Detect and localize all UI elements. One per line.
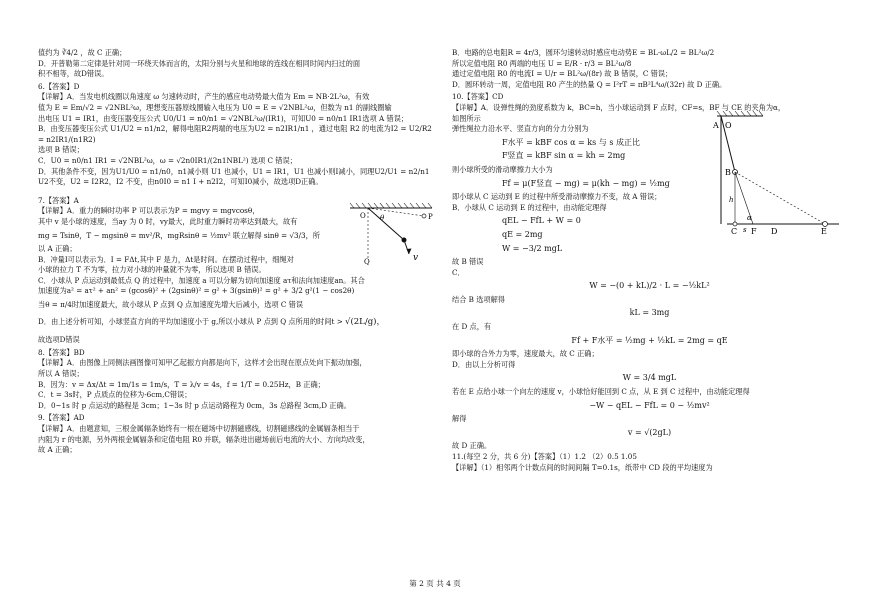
text-line: B．由变压器变压公式 U1/U2 = n1/n2，解得电阻R2两端的电压为U2 = n2IR1/n1 ，通过电阻 R2 的电流为I2 = U2/R2 = n2IR1/(n1R2) [38,124,432,144]
label-s: s [743,225,747,234]
text-line: 以 A 正确； [38,244,77,254]
text-line: 加速度为a² = aτ² + an² = (gcosθ)² + (2gsinθ)² = g² + 3(gsinθ)² = g² + 3/2 g²(1 − cos2θ) [38,286,355,296]
q10-block [452,114,847,255]
equation: −W − qEL − FfL = 0 − ½mv² [589,400,710,410]
text-line: 则小球所受的滑动摩擦力大小为 [452,164,553,174]
text-line: 值约为 ∛4/2 ，故 C 正确； [38,48,127,57]
label-D: D [771,226,778,236]
text-line: 【详解】（1）相邻两个计数点间的时间间隔 T=0.1s，纸带中 CD 段的平均速度为 [452,462,713,472]
text-line: 【详解】A．由图像上同侧法画图像可知甲乙起振方向都是向下，这样才会出现在原点处向下振动加强， [38,358,367,368]
label-P: P [428,213,433,222]
text-line: 所以 A 错误； [38,369,84,379]
right-column [452,48,847,473]
answer-heading-7: 7.【答案】A [38,195,79,205]
text-line: C． [452,267,465,277]
text-line: 解得 [452,414,467,424]
text-line: 【详解】A．设弹性绳的劲度系数为 k，BC=h，当小球运动到 F 点时，CF=s，BF 与 CE 的夹角为α， [452,102,786,112]
label-E: E [821,226,827,236]
text-line: 小球的拉力 T 不为零，拉力对小球的冲量就不为零，所以选项 B 错误。 [38,265,266,275]
page-footer: 第 2 页 共 4 页 [409,579,461,588]
text-line: 故选项D错误 [38,335,80,345]
text-line: B．电路的总电阻R = 4r/3，圆环匀速转动时感应电动势E = BL·ωL/2 = BL²ω/2 [452,48,715,57]
equation: W = 3/4 mgL [622,373,677,383]
text-line: B．冲量I可以表示为．I = FΔt,其中 F 是力，Δt是时间。在摆动过程中，细绳对 [38,254,294,264]
equation: kL = 3mg [629,308,670,318]
equation: F水平 = kBF cos α = ks 与 s 成正比 [502,137,640,147]
text-line: 故 A 正确； [38,445,77,455]
text-line: 出电压 U1 = IR1，由变压器变压公式 U0/U1 = n0/n1 = √2NBL²ω/(IR1)，可知U0 = n0/n1 IR1选项 A 错误； [38,113,409,123]
text-line: 【详解】A．当发电机线圈以角速度 ω 匀速转动时，产生的感应电动势最大值为 Em = NB·2L²ω，有效 [38,92,370,102]
text-line: C．t = 3s时，P 点质点的位移为-6cm,C错误； [38,390,192,400]
text-line: D．0~1s 时 p 点运动的路程是 3cm；1~3s 时 p 点运动路程为 0cm，3s 总路程 3cm,D 正确。 [38,400,351,410]
text-line: C．U0 = n0/n1 IR1 = √2NBL²ω，ω = √2n0IR1/(2n1NBL²) 选项 C 错误； [38,155,297,165]
answer-heading-8: 8.【答案】BD [38,347,85,357]
text-line: 选项 B 错误； [38,145,84,155]
equation: Ff = μ(F竖直 − mg) = μ(kh − mg) = ½mg [502,178,670,188]
label-B: B [725,167,731,177]
label-O: O [725,120,732,130]
text-line: U2不变，U2 = I2R2，I2 不变，由n0I0 = n1 I + n2I2，可知I0减小，故选项D正确。 [38,177,323,187]
text-line: D．其他条件不变，因为U1/U0 = n1/n0，n1减小则 U1 也减小，U1 = IR1，U1 也减小则I减小，同理U2/U1 = n2/n1 [38,166,430,176]
text-line: B．小球从 C 运动到 E 的过程中，由动能定理得 [452,202,607,212]
text-line: 【详解】A．由题意知，三根金属辐条始终有一根在磁场中切割磁感线，切割磁感线的金属辐条相当于 [38,424,360,433]
text-line: D．开普勒第二定律是针对同一环绕天体而言的，太阳分别与火星和地球的连线在相同时间内扫过的面 [38,58,361,68]
text-line: D．由以上分析可得 [452,359,516,369]
text-line: 即小球从 C 运动到 E 的过程中所受滑动摩擦力不变，故 A 错误； [452,192,662,202]
text-line: C．小球从 P 点运动到最低点 Q 的过程中，加速度 a 可以分解为切向加速度 aτ和法向加速度an。其合 [38,275,365,285]
text-line: 【详解】A．重力的瞬时功率 P 可以表示为P = mgvy = mgvcosθ， [38,206,260,216]
text-line: 积不相等，故D错误。 [38,69,109,79]
text-line: 结合 B 选项解得 [452,294,505,304]
label-O: O [360,212,366,221]
text-line [38,317,433,328]
text-line: 即小球的合外力为零，速度最大，故 C 正确； [452,349,599,359]
label-theta: θ [380,214,385,223]
equation: F竖直 = kBF sin α = kh = 2mg [502,151,626,161]
equation: qE = 2mg [502,229,543,239]
answer-heading-6: 6.【答案】D [38,81,80,91]
label-F: F [751,226,757,236]
answer-heading-9: 9.【答案】AD [38,413,85,423]
text-line: D．圆环转动一周，定值电阻 R0 产生的热量 Q = I²rT = πB²L⁴ω/(32r) 故 D 正确。 [452,79,727,89]
equation: v = √(2gL) [627,427,672,437]
text-line: mg = Tsinθ，T − mgsinθ = mv²/R，mgRsinθ = ½mv² 联立解得 sinθ = √3/3，所 [38,230,320,240]
text-line: 如图所示 [452,113,481,123]
text-line: 故 B 错误 [452,257,484,267]
label-A: A [713,120,719,130]
spring-figure [707,108,847,236]
pendulum-figure [346,202,436,266]
label-alpha: α [747,213,752,222]
answer-heading-11: 11.(每空 2 分，共 6 分)【答案】（1）1.2 （2）0.5 1.05 [452,452,637,461]
text-line: 值为 E = Em/√2 = √2NBL²ω，理想变压器原线圈输入电压为 U0 = E = √2NBL²ω，但数为 n1 的副线圈输 [38,102,392,112]
math-sqrt: √(2L/g)， [345,316,385,327]
text-line: 内阻为 r 的电源，另外两根金属辐条和定值电阻 R0 并联，辐条进出磁场前后电流的大小、方向均改变， [38,434,370,444]
label-Q: Q [364,258,370,267]
text-line: 所以定值电阻 R0 两端的电压 U = E/R · r/3 = BL²ω/8 [452,58,632,68]
text-line: 若在 E 点给小球一个向左的速度 v，小球恰好能回到 C 点，从 E 到 C 过程中，由动能定理得 [452,387,750,397]
text-line: 弹性绳拉力沿水平、竖直方向的分力分别为 [452,124,589,134]
label-C: C [731,226,738,236]
text-line: 当θ = π/4时加速度最大，故小球从 P 点到 Q 点加速度先增大后减小，选项 C 错误 [38,300,304,310]
text-line: 通过定值电阻 R0 的电流I = U/r = BL²ω/(8r) 故 B 错误，C 错误； [452,69,673,79]
equation: W = −3/2 mgL [502,243,563,253]
equation: Ff + F水平 = ½mg + ½kL = 2mg = qE [571,335,728,345]
text-line: 故 D 正确。 [452,441,492,451]
answer-heading-10: 10.【答案】CD [452,92,504,102]
q7-block [38,206,433,276]
text-line: 在 D 点，有 [452,322,492,332]
equation: qEL − FfL + W = 0 [502,216,581,226]
text-span: D．由上述分析可知，小球竖直方向的平均加速度小于 g,所以小球从 P 点到 Q 点所用的时间t > [38,316,343,326]
text-line: B．因为：v = Δx/Δt = 1m/1s = 1m/s，T = λ/v = 4s，f = 1/T = 0.25Hz，B 正确； [38,379,325,389]
left-column [38,48,433,456]
label-v: v [413,253,419,264]
label-h: h [729,195,734,204]
text-line: 其中 v 是小球的速度，当ay 为 0 时，vy最大，此时重力瞬时功率达到最大，故有 [38,216,298,226]
equation: W = −(0 + kL)/2 · L = −½kL² [589,281,710,291]
